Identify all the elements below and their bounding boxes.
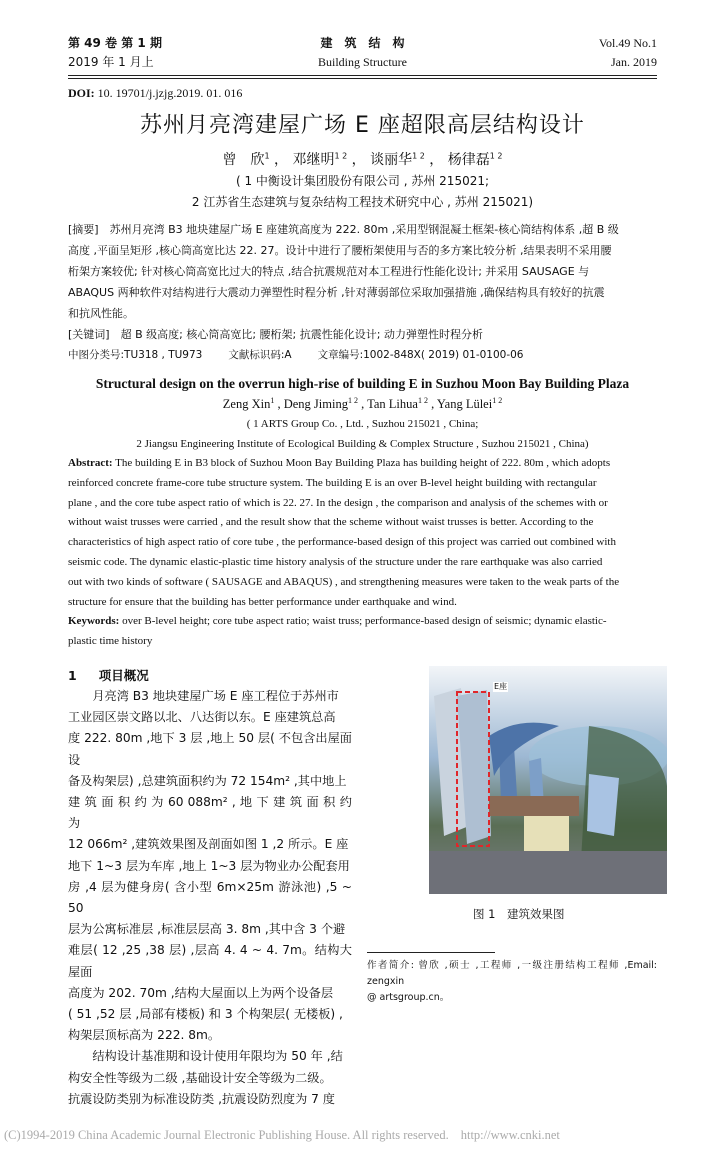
journal-name-en: Building Structure — [317, 55, 407, 69]
abstract-line: reinforced concrete frame-core tube structure system. The building E is an over B-level height building with rectangular — [68, 476, 597, 489]
doi — [68, 85, 657, 101]
abstract-en-label: Abstract: — [68, 457, 113, 469]
date-cn: 2019 年 1 月上 — [68, 55, 154, 69]
left-column — [68, 666, 352, 1110]
header-rule-thin — [68, 78, 657, 79]
figure-label: E座 — [494, 681, 508, 691]
doi-value: 10. 19701/j.jzjg.2019. 01. 016 — [94, 86, 243, 100]
affiliation-en-2: 2 Jiangsu Engineering Institute of Ecological Building & Complex Structure , Suzhou 215021 , China) — [136, 438, 589, 450]
abstract-line: without waist trusses were carried , and the result show that the scheme without waist trusses is better. According to the — [68, 516, 594, 529]
author: 曾 欣$^1$ — [222, 151, 270, 168]
body-line: 抗震设防类别为标准设防类 ,抗震设防烈度为 7 度 — [68, 1091, 335, 1106]
affiliation-cn-1: ( 1 中衡设计集团股份有限公司 , 苏州 215021; — [235, 174, 490, 188]
footnote-line: 作者简介: 曾欣 ,硕士 ,工程师 ,一级注册结构工程师 ,Email: zengxin — [367, 959, 657, 987]
volume-issue-en: Vol.49 No.1 — [598, 36, 657, 50]
keywords-en-line: plastic time history — [68, 635, 153, 648]
body-line: 12 066m² ,建筑效果图及剖面如图 1 ,2 所示。E 座 — [68, 837, 349, 852]
body-line: 月亮湾 B3 地块建屋广场 E 座工程位于苏州市 — [68, 688, 339, 703]
authors-cn: 曾 欣$^1$ ， 邓继明$^{1 2}$ ， 谈丽华$^{1 2}$ ， 杨律磊$^{1 2}$ — [222, 151, 503, 168]
abstract-line: structure for ensure that the building has better performance under earthquake and wind. — [68, 595, 457, 608]
author: 谈丽华$^{1 2}$ — [370, 151, 425, 168]
affiliation-cn-2: 2 江苏省生态建筑与复杂结构工程技术研究中心 , 苏州 215021) — [191, 195, 534, 209]
abstract-line: characteristics of high aspect ratio of core tube , the performance-based design of this project was carried out combined with — [68, 536, 616, 549]
building-rendering-image — [429, 666, 667, 894]
journal-name-cn: 建 筑 结 构 — [320, 36, 405, 50]
figure-1-building-rendering — [429, 666, 667, 894]
section-1-body — [68, 686, 352, 1110]
body-line: 地下 1~3 层为车库 ,地上 1~3 层为物业办公配套用 — [68, 858, 350, 873]
page-title: 苏州月亮湾建屋广场 E 座超限高层结构设计 — [140, 113, 585, 138]
abstract-line: ABAQUS 两种软件对结构进行大震动力弹塑性时程分析 ,针对薄弱部位采取加强措施 ,确保结构具有较好的抗震 — [68, 286, 605, 299]
abstract-en: Abstract: The building E in B3 block of Suzhou Moon Bay Building Plaza has building height of 222. 80m , which adopts reinforced concrete frame-core tube structure system. The building E is an over B-level height building with rectangular plane , and the core tube aspect ratio of which is 22. 27. In the design , the comparison and analysis of the schemes with or without waist trusses were carried , and the result show that the scheme without waist trusses is better. According to the characteristics of high aspect ratio of core tube , the performance-based design of this project was carried out combined with seismic code. The dynamic elastic-plastic time history analysis of the structure under the rare earthquake was also carried out with two kinds of software ( SAUSAGE and ABAQUS) , and strengthening measures were taken to the weak parts of the structure for ensure that the building has better performance under earthquake and wind. Keywords: over B-level height; core tube aspect ratio; waist truss; performance-based design of seismic; dynamic elastic- plastic time history — [68, 454, 657, 652]
keywords-cn-label: [关键词] — [68, 328, 110, 341]
cnki-url[interactable]: http://www.cnki.net — [460, 1128, 560, 1143]
footnote-line: @ artsgroup.cn。 — [367, 991, 450, 1003]
abstract-line: 苏州月亮湾 B3 地块建屋广场 E 座建筑高度为 222. 80m ,采用型钢混凝土框架-核心筒结构体系 ,超 B 级 — [109, 223, 619, 236]
body-line: 建 筑 面 积 约 为 60 088m² , 地 下 建 筑 面 积 约 为 — [68, 794, 352, 831]
body-line: 高度为 202. 70m ,结构大屋面以上为两个设备层 — [68, 985, 334, 1000]
header-rule — [68, 75, 657, 76]
abstract-line: seismic code. The dynamic elastic-plastic time history analysis of the structure under the rare earthquake was also carried — [68, 555, 603, 568]
body-line: 难层( 12 ,25 ,38 层) ,层高 4. 4 ~ 4. 7m。结构大屋面 — [68, 943, 352, 979]
body-line: 构安全性等级为二级 ,基础设计安全等级为二级。 — [68, 1070, 332, 1085]
footnote-rule — [367, 952, 495, 953]
body-line: 工业园区崇文路以北、八达街以东。E 座建筑总高 — [68, 710, 336, 725]
keywords-cn: 超 B 级高度; 核心筒高宽比; 腰桁架; 抗震性能化设计; 动力弹塑性时程分析 — [120, 328, 483, 341]
figure-caption: 图 1 建筑效果图 — [473, 906, 565, 921]
abstract-cn — [68, 219, 657, 366]
abstract-line: out with two kinds of software ( SAUSAGE and ABAQUS) , and strengthening measures were taken to the weak parts of the — [68, 575, 620, 588]
affiliation-en-1: ( 1 ARTS Group Co. , Ltd. , Suzhou 215021 , China; — [246, 418, 479, 430]
abstract-line: 和抗风性能。 — [68, 307, 134, 320]
right-column — [367, 666, 657, 1006]
body-line: 备及构架层) ,总建筑面积约为 72 154m² ,其中地上 — [68, 773, 347, 788]
copyright-watermark: (C)1994-2019 China Academic Journal Electronic Publishing House. All rights reserved. — [4, 1128, 449, 1143]
author: 邓继明$^{1 2}$ — [292, 151, 348, 168]
body-line: 度 222. 80m ,地下 3 层 ,地上 50 层( 不包含出屋面设 — [68, 731, 352, 767]
classification: 中图分类号:TU318 , TU973 文献标识码:A 文章编号:1002-848X( 2019) 01-0100-06 — [68, 349, 524, 361]
body-line: 结构设计基准期和设计使用年限均为 50 年 ,结 — [68, 1049, 343, 1064]
abstract-line: 高度 ,平面呈矩形 ,核心筒高宽比达 22. 27。设计中进行了腰桁架使用与否的多方案比较分析 ,结果表明不采用腰 — [68, 244, 612, 257]
author: 杨律磊$^{1 2}$ — [447, 151, 503, 168]
body-line: 层为公寓标准层 ,标准层层高 3. 8m ,其中含 3 个避 — [68, 922, 346, 937]
volume-issue-cn: 第 49 卷 第 1 期 — [68, 36, 162, 50]
abstract-line: 桁架方案较优; 针对核心筒高宽比过大的特点 ,结合抗震规范对本工程进行性能化设计; 并采用 SAUSAGE 与 — [68, 265, 590, 278]
author-footnote — [367, 958, 657, 1006]
abstract-line: plane , and the core tube aspect ratio of which is 22. 27. In the design , the comparison and analysis of the schemes with or — [68, 496, 608, 509]
body-line: 构架层顶标高为 222. 8m。 — [68, 1028, 221, 1043]
date-en: Jan. 2019 — [610, 55, 657, 69]
abstract-cn-label: [摘要] — [68, 223, 99, 236]
keywords-en-label: Keywords: — [68, 615, 120, 628]
title-en: Structural design on the overrun high-rise of building E in Suzhou Moon Bay Building Plaza — [95, 376, 630, 391]
body-line: ( 51 ,52 层 ,局部有楼板) 和 3 个构架层( 无楼板) , — [68, 1007, 343, 1022]
authors-en: Zeng Xin$^1$ , Deng Jiming$^{1 2}$ , Tan Lihua$^{1 2}$ , Yang Lülei$^{1 2}$ — [222, 395, 503, 411]
section-heading: 1 项目概况 — [68, 667, 149, 683]
doi-label: DOI: — [68, 86, 95, 100]
body-line: 房 ,4 层为健身房( 含小型 6m×25m 游泳池) ,5 ~ 50 — [68, 879, 352, 915]
